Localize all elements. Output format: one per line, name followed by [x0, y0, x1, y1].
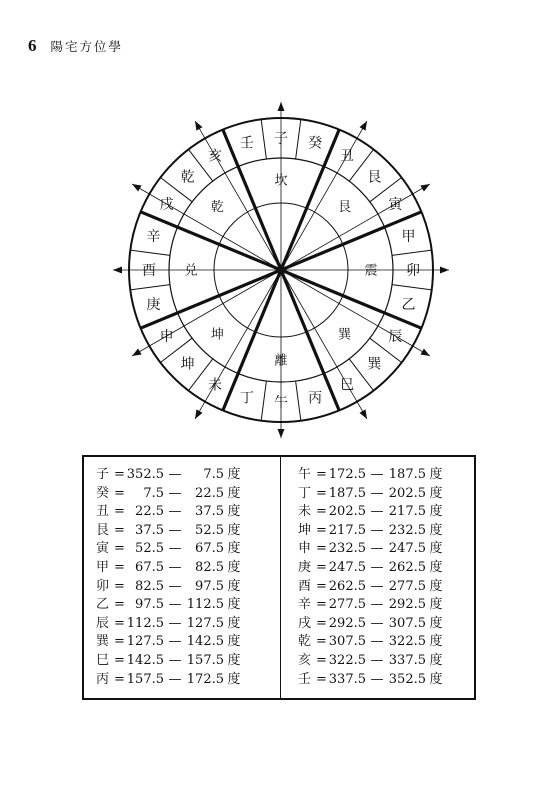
table-row [298, 615, 446, 634]
inner-ring-label: 兑 [184, 263, 198, 279]
equals-sign: = [316, 652, 327, 668]
end-degree: 82.5 [195, 559, 224, 575]
start-degree: 322.5 [328, 652, 366, 668]
equals-sign: = [316, 485, 327, 501]
table-row [96, 559, 244, 578]
inner-ring-label: 乾 [210, 200, 224, 216]
range-dash: — [168, 634, 182, 650]
start-degree: 277.5 [328, 597, 366, 613]
table-row [298, 633, 446, 652]
start-degree: 37.5 [135, 522, 164, 538]
end-degree: 217.5 [388, 504, 426, 520]
inner-ring-label: 艮 [338, 200, 352, 216]
direction-name: 戌 [298, 615, 312, 631]
direction-name: 甲 [96, 559, 110, 575]
outer-ring-label: 戌 [159, 197, 174, 214]
degree-unit: 度 [227, 597, 241, 613]
end-degree: 112.5 [186, 597, 224, 613]
degree-unit: 度 [429, 485, 443, 501]
degree-unit: 度 [227, 578, 241, 594]
equals-sign: = [114, 559, 125, 575]
degree-unit: 度 [429, 467, 443, 482]
direction-name: 乾 [298, 634, 312, 650]
direction-name: 巽 [96, 634, 110, 650]
equals-sign: = [114, 522, 125, 538]
direction-name: 辛 [298, 597, 312, 613]
compass-rings [113, 102, 449, 438]
outer-ring-label: 乙 [401, 297, 416, 314]
direction-name: 庚 [298, 559, 312, 575]
table-row [96, 466, 244, 485]
outer-ring-label: 巳 [340, 377, 354, 394]
outer-division-line [296, 381, 301, 421]
start-degree: 262.5 [328, 578, 366, 594]
table-divider [280, 457, 281, 698]
arrowhead-icon [278, 102, 285, 111]
equals-sign: = [316, 671, 327, 687]
degree-unit: 度 [429, 541, 443, 557]
range-dash: — [168, 467, 182, 482]
book-title: 陽宅方位學 [50, 39, 124, 54]
degree-unit: 度 [227, 634, 241, 650]
equals-sign: = [114, 541, 125, 557]
table-row [96, 578, 244, 597]
direction-name: 坤 [298, 522, 312, 538]
degree-unit: 度 [227, 485, 241, 501]
outer-division-line [130, 285, 170, 290]
range-dash: — [370, 522, 384, 538]
range-dash: — [168, 559, 182, 575]
table-row [96, 485, 244, 504]
equals-sign: = [114, 671, 125, 687]
outer-division-line [130, 250, 170, 255]
direction-line [195, 270, 281, 419]
outer-ring-label: 巽 [367, 356, 382, 373]
start-degree: 127.5 [126, 634, 164, 650]
table-row [298, 466, 446, 485]
table-row [298, 559, 446, 578]
range-dash: — [370, 615, 384, 631]
start-degree: 22.5 [135, 504, 164, 520]
degree-unit: 度 [429, 578, 443, 594]
degree-unit: 度 [227, 652, 241, 668]
equals-sign: = [114, 634, 125, 650]
start-degree: 157.5 [126, 671, 164, 687]
table-row [298, 671, 446, 690]
inner-ring-label: 巽 [338, 327, 352, 343]
outer-ring-label: 子 [274, 131, 288, 148]
outer-ring-label: 坤 [180, 356, 195, 373]
outer-ring-label: 庚 [146, 297, 161, 314]
equals-sign: = [316, 634, 327, 650]
direction-name: 丑 [96, 504, 110, 520]
range-dash: — [370, 578, 384, 594]
end-degree: 52.5 [195, 522, 224, 538]
table-row [96, 503, 244, 522]
table-row [298, 578, 446, 597]
outer-division-line [296, 119, 301, 159]
inner-ring-label: 坎 [274, 173, 288, 189]
outer-ring-label: 乾 [180, 169, 195, 186]
end-degree: 7.5 [203, 467, 224, 482]
direction-name: 寅 [96, 541, 110, 557]
degree-unit: 度 [227, 504, 241, 520]
start-degree: 307.5 [328, 634, 366, 650]
outer-ring-label: 丁 [239, 390, 254, 407]
degree-table-left-column [96, 466, 244, 689]
end-degree: 37.5 [195, 504, 224, 520]
direction-name: 巳 [96, 652, 110, 668]
page-number: 6 [28, 36, 37, 55]
arrowhead-icon [113, 267, 122, 274]
direction-name: 未 [298, 504, 312, 520]
arrowhead-icon [420, 348, 430, 356]
table-row [96, 652, 244, 671]
direction-name: 丙 [96, 671, 110, 687]
outer-ring-label: 亥 [208, 148, 222, 165]
range-dash: — [168, 522, 182, 538]
start-degree: 352.5 [126, 467, 164, 482]
equals-sign: = [316, 578, 327, 594]
end-degree: 157.5 [186, 652, 224, 668]
range-dash: — [168, 671, 182, 687]
start-degree: 172.5 [328, 467, 366, 482]
degree-unit: 度 [429, 559, 443, 575]
equals-sign: = [316, 467, 327, 482]
outer-ring-label: 辰 [388, 329, 403, 346]
table-row [298, 522, 446, 541]
outer-ring-label: 丑 [340, 148, 354, 165]
end-degree: 232.5 [388, 522, 426, 538]
equals-sign: = [114, 652, 125, 668]
equals-sign: = [114, 597, 125, 613]
arrowhead-icon [132, 348, 142, 356]
arrowhead-icon [132, 184, 142, 192]
range-dash: — [168, 504, 182, 520]
inner-ring-label: 離 [274, 353, 288, 369]
table-row [298, 485, 446, 504]
direction-line [281, 270, 367, 419]
outer-division-line [261, 119, 266, 159]
range-dash: — [168, 485, 182, 501]
start-degree: 337.5 [328, 671, 366, 687]
outer-ring-label: 午 [274, 395, 288, 412]
equals-sign: = [316, 615, 327, 631]
degree-table [82, 455, 476, 700]
equals-sign: = [316, 522, 327, 538]
start-degree: 187.5 [328, 485, 366, 501]
degree-unit: 度 [227, 671, 241, 687]
outer-division-line [392, 250, 432, 255]
equals-sign: = [316, 541, 327, 557]
end-degree: 187.5 [388, 467, 426, 482]
direction-name: 午 [298, 467, 312, 482]
outer-ring-label: 甲 [401, 228, 416, 245]
inner-ring-label: 震 [364, 263, 378, 279]
start-degree: 292.5 [328, 615, 366, 631]
equals-sign: = [316, 559, 327, 575]
start-degree: 217.5 [328, 522, 366, 538]
direction-name: 丁 [298, 485, 312, 501]
range-dash: — [168, 541, 182, 557]
table-row [96, 671, 244, 690]
direction-name: 辰 [96, 615, 110, 631]
equals-sign: = [316, 504, 327, 520]
start-degree: 97.5 [135, 597, 164, 613]
table-row [298, 540, 446, 559]
end-degree: 262.5 [388, 559, 426, 575]
end-degree: 202.5 [388, 485, 426, 501]
direction-line [281, 184, 430, 270]
start-degree: 247.5 [328, 559, 366, 575]
start-degree: 7.5 [143, 485, 164, 501]
direction-name: 酉 [298, 578, 312, 594]
equals-sign: = [114, 485, 125, 501]
equals-sign: = [114, 504, 125, 520]
equals-sign: = [316, 597, 327, 613]
range-dash: — [370, 467, 384, 482]
start-degree: 142.5 [126, 652, 164, 668]
degree-unit: 度 [227, 615, 241, 631]
table-row [96, 540, 244, 559]
inner-ring-label: 坤 [210, 327, 224, 343]
start-degree: 52.5 [135, 541, 164, 557]
direction-name: 子 [96, 467, 110, 482]
table-row [298, 596, 446, 615]
equals-sign: = [114, 578, 125, 594]
degree-table-right-column [298, 466, 446, 689]
direction-name: 申 [298, 541, 312, 557]
table-row [96, 633, 244, 652]
arrowhead-icon [195, 409, 203, 419]
end-degree: 22.5 [195, 485, 224, 501]
end-degree: 337.5 [388, 652, 426, 668]
direction-name: 亥 [298, 652, 312, 668]
range-dash: — [168, 597, 182, 613]
end-degree: 277.5 [388, 578, 426, 594]
arrowhead-icon [195, 121, 203, 131]
direction-line [132, 184, 281, 270]
range-dash: — [370, 597, 384, 613]
degree-unit: 度 [429, 652, 443, 668]
end-degree: 172.5 [186, 671, 224, 687]
direction-line [195, 121, 281, 270]
equals-sign: = [114, 615, 125, 631]
outer-division-line [261, 381, 266, 421]
outer-ring-label: 未 [208, 377, 222, 394]
arrowhead-icon [420, 184, 430, 192]
table-row [298, 652, 446, 671]
range-dash: — [370, 485, 384, 501]
outer-ring-label: 申 [159, 329, 174, 346]
range-dash: — [370, 559, 384, 575]
outer-ring-label: 卯 [406, 263, 420, 280]
direction-name: 癸 [96, 485, 110, 501]
end-degree: 307.5 [388, 615, 426, 631]
range-dash: — [370, 634, 384, 650]
start-degree: 82.5 [135, 578, 164, 594]
degree-unit: 度 [227, 541, 241, 557]
end-degree: 67.5 [195, 541, 224, 557]
end-degree: 352.5 [388, 671, 426, 687]
outer-ring-label: 辛 [146, 228, 161, 245]
table-row [96, 596, 244, 615]
outer-ring-label: 酉 [142, 263, 156, 280]
range-dash: — [168, 578, 182, 594]
direction-name: 乙 [96, 597, 110, 613]
range-dash: — [370, 652, 384, 668]
outer-ring-label: 壬 [239, 135, 254, 152]
equals-sign: = [114, 467, 125, 482]
degree-unit: 度 [227, 467, 241, 482]
range-dash: — [370, 671, 384, 687]
outer-ring-label: 丙 [308, 390, 323, 407]
direction-name: 壬 [298, 671, 312, 687]
end-degree: 292.5 [388, 597, 426, 613]
range-dash: — [370, 504, 384, 520]
range-dash: — [168, 652, 182, 668]
table-row [96, 522, 244, 541]
outer-ring-label: 癸 [308, 135, 323, 152]
start-degree: 202.5 [328, 504, 366, 520]
degree-unit: 度 [429, 522, 443, 538]
degree-unit: 度 [227, 559, 241, 575]
outer-ring-label: 艮 [367, 169, 382, 186]
range-dash: — [370, 541, 384, 557]
end-degree: 97.5 [195, 578, 224, 594]
end-degree: 127.5 [186, 615, 224, 631]
range-dash: — [168, 615, 182, 631]
direction-name: 卯 [96, 578, 110, 594]
start-degree: 112.5 [126, 615, 164, 631]
arrowhead-icon [440, 267, 449, 274]
arrowhead-icon [359, 409, 367, 419]
table-row [96, 615, 244, 634]
degree-unit: 度 [429, 671, 443, 687]
end-degree: 142.5 [186, 634, 224, 650]
start-degree: 67.5 [135, 559, 164, 575]
direction-line [281, 121, 367, 270]
degree-unit: 度 [429, 504, 443, 520]
degree-unit: 度 [429, 597, 443, 613]
outer-division-line [392, 285, 432, 290]
arrowhead-icon [359, 121, 367, 131]
table-row [298, 503, 446, 522]
start-degree: 232.5 [328, 541, 366, 557]
degree-unit: 度 [227, 522, 241, 538]
end-degree: 247.5 [388, 541, 426, 557]
end-degree: 322.5 [388, 634, 426, 650]
direction-name: 艮 [96, 522, 110, 538]
arrowhead-icon [278, 429, 285, 438]
outer-ring-label: 寅 [388, 197, 403, 214]
degree-unit: 度 [429, 634, 443, 650]
degree-unit: 度 [429, 615, 443, 631]
